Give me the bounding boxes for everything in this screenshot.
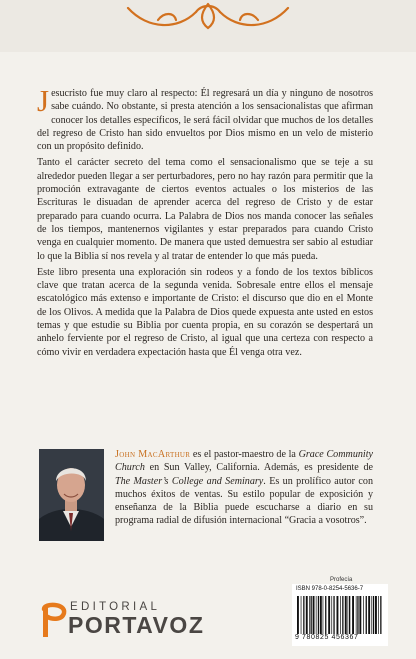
author-name: John MacArthur: [115, 449, 191, 460]
publisher-line-2: PORTAVOZ: [68, 612, 205, 638]
drop-cap: J: [37, 83, 50, 118]
author-photo: [39, 449, 104, 541]
publisher-line-1: EDITORIAL: [70, 601, 161, 613]
category-label: Profecía: [330, 577, 353, 583]
paragraph-3: Este libro presenta una exploración sin rodeos y a fondo de los textos bíblicos clave que tratan acerca de la segunda venida. Sobresale entre ellos el mensaje escatológico más extenso e importante de Cristo: el discurso que dio en el Monte de los Olivos. A medida que la Palabra de Dios quede expuesta ante usted en estos temas y que estudie su Biblia por cuenta propia, en su corazón se despertará un anhelo ferviente por el regreso de Cristo, al igual que una certeza con respecto a cómo vivir en verdadera expectación hasta que Él venga otra vez.: [37, 266, 373, 358]
back-cover-text: [37, 83, 373, 362]
author-portrait-icon: [39, 449, 104, 541]
decorative-header: [0, 0, 416, 52]
barcode-icon: [296, 596, 384, 634]
seminary-name: The Master’s College and Seminary: [115, 475, 264, 487]
isbn-barcode: [292, 584, 388, 646]
author-bio: John MacArthur es el pastor-maestro de la Grace Community Church en Sun Valley, California. Además, es presidente de The Master’s College and Seminary. Es un prolífico autor con muchos éxitos de ventas. Su estilo popular de exposición y enseñanza de la Biblia puede escucharse a diario en su programa radial de difusión internacional “Gracia a vosotros”.: [115, 449, 373, 527]
isbn-label: ISBN 978-0-8254-5636-7: [296, 586, 364, 592]
paragraph-2: Tanto el carácter secreto del tema como el sensacionalismo que se teje a su alrededor pueden llegar a ser perturbadores, pero no hay razón para permitir que la promoción extravagante de ciertos eventos actuales o los misterios de las Escrituras le disuadan de aprender acerca del regreso de Cristo y de estar preparado para cuando ocurra. La Palabra de Dios nos manda conocer las señales de los tiempos, mantenernos vigilantes y estar preparados para cuando Cristo venga en cualquier momento. De manera que usted demuestra ser sabio al estudiar lo que la Biblia sí nos revela y al tratar de entender lo que más pueda.: [37, 157, 373, 262]
portavoz-logo-icon: [40, 601, 68, 641]
paragraph-1: Jesucristo fue muy claro al respecto: Él regresará un día y ninguno de nosotros sabe cuándo. No obstante, si presta atención a los sensacionalistas que afirman conocer los detalles específicos, le será fácil olvidar que muchos de los detalles del regreso de Cristo han sido envueltos por Dios mismo en un velo de misterio con un propósito definido.: [37, 83, 373, 153]
barcode-digits: 9 780825 456367: [295, 634, 359, 641]
church-name: Grace Community Church: [115, 449, 373, 474]
ornament-flourish-icon: [118, 0, 298, 36]
publisher-logo: [40, 601, 230, 641]
